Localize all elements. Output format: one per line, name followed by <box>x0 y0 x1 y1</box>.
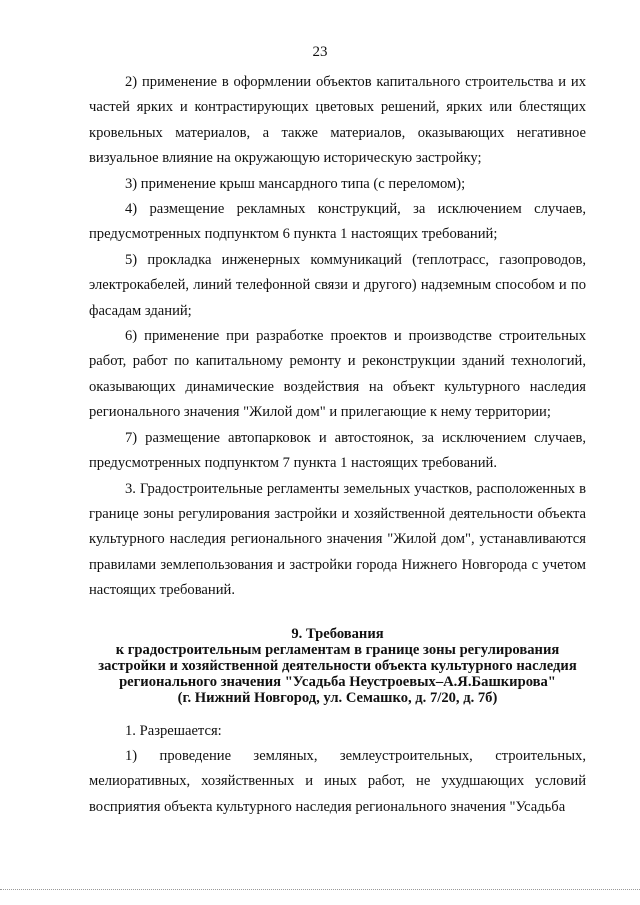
paragraph-clause-1: 1. Разрешается: <box>125 722 222 739</box>
section-heading <box>89 626 586 707</box>
paragraph-item-3: 3) применение крыш мансардного типа (с переломом); <box>125 175 466 192</box>
paragraph-item-2: 2) применение в оформлении объектов капитального строительства и их частей ярких и контрастирующих цветовых решений, ярких или блестящих кровельных материалов, а также материалов, оказывающих негативное визуальное влияние на окружающую историческую застройку; <box>89 74 586 167</box>
section-heading-line: регионального значения "Усадьба Неустроевых–А.Я.Башкирова" <box>119 674 556 691</box>
document-body <box>89 70 586 820</box>
section-heading-line: застройки и хозяйственной деятельности объекта культурного наследия <box>98 657 577 674</box>
paragraph-item-1: 1) проведение земляных, землеустроительных, строительных, мелиоративных, хозяйственных и иных работ, не ухудшающих условий восприятия объекта культурного наследия регионального значения "Усадьба <box>89 747 586 815</box>
page-number: 23 <box>312 44 328 60</box>
section-heading-line: (г. Нижний Новгород, ул. Семашко, д. 7/20, д. 7б) <box>177 690 498 707</box>
paragraph-item-4: 4) размещение рекламных конструкций, за исключением случаев, предусмотренных подпунктом 6 пункта 1 настоящих требований; <box>89 201 586 243</box>
paragraph-item-6: 6) применение при разработке проектов и производстве строительных работ, работ по капитальному ремонту и реконструкции зданий технологий, оказывающих динамические воздействия на объект культурного наследия регионального значения "Жилой дом" и прилегающие к нему территории; <box>89 328 586 421</box>
scan-edge-line <box>0 889 640 891</box>
paragraph-item-7: 7) размещение автопарковок и автостоянок, за исключением случаев, предусмотренных подпунктом 7 пункта 1 настоящих требований. <box>89 429 586 472</box>
paragraph-clause-3: 3. Градостроительные регламенты земельных участков, расположенных в границе зоны регулирования застройки и хозяйственной деятельности объекта культурного наследия регионального значения "Жилой дом", устанавливаются правилами землепользования и застройки города Нижнего Новгорода с учетом настоящих требований. <box>89 480 586 599</box>
section-heading-line: к градостроительным регламентам в границе зоны регулирования <box>115 641 560 658</box>
section-heading-line: 9. Требования <box>291 625 384 642</box>
paragraph-item-5: 5) прокладка инженерных коммуникаций (теплотрасс, газопроводов, электрокабелей, линий телефонной связи и другого) надземным способом и по фасадам зданий; <box>89 251 586 319</box>
